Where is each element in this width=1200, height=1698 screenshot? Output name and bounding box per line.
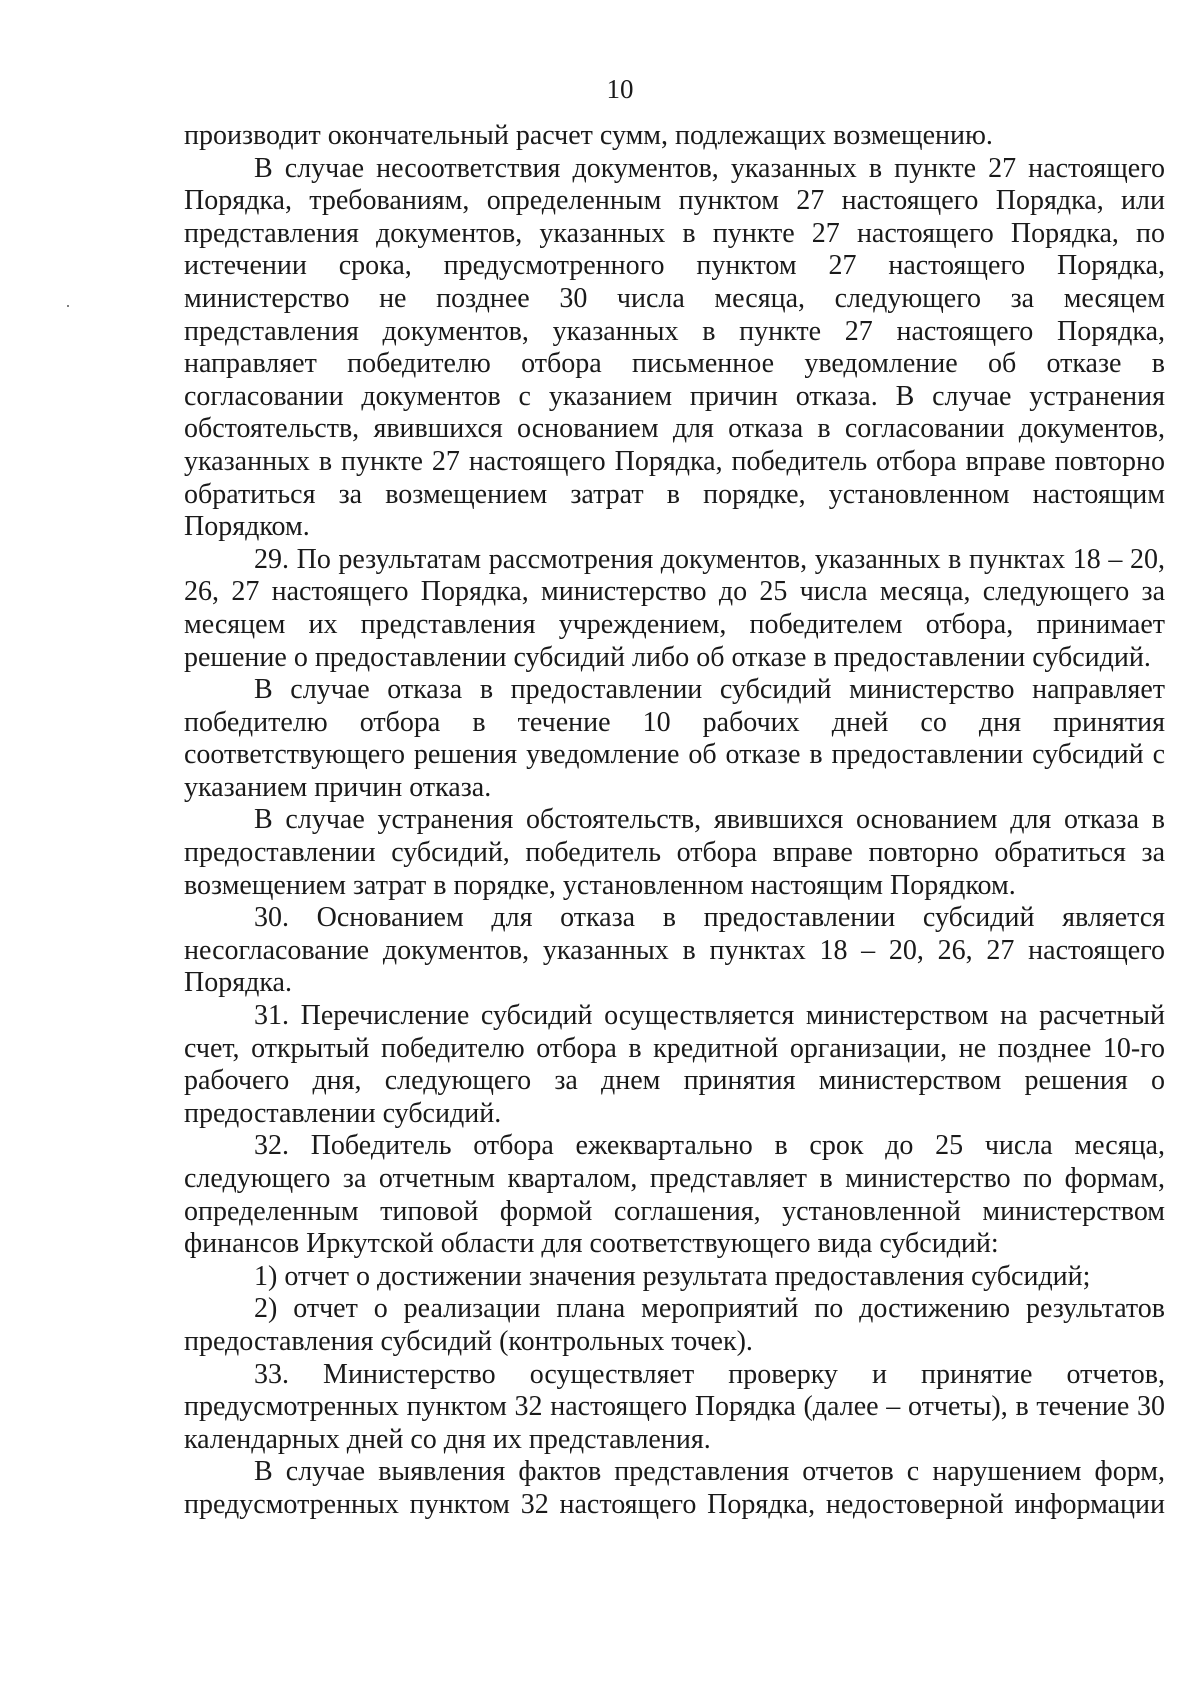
paragraph: 31. Перечисление субсидий осуществляется министерством на расчетный счет, открытый победителю отбора в кредитной организации, не позднее 10-го рабочего дня, следующего за днем принятия министерством решения о предоставлении субсидий.: [184, 1000, 1165, 1129]
paragraph: В случае несоответствия документов, указанных в пункте 27 настоящего Порядка, требованиям, определенным пунктом 27 настоящего Порядка, или представления документов, указанных в пункте 27 настоящего Порядка, по истечении срока, предусмотренного пунктом 27 настоящего Порядка, министерство не позднее 30 числа месяца, следующего за месяцем представления документов, указанных в пункте 27 настоящего Порядка, направляет победителю отбора письменное уведомление об отказе в согласовании документов с указанием причин отказа. В случае устранения обстоятельств, явившихся основанием для отказа в согласовании документов, указанных в пункте 27 настоящего Порядка, победитель отбора вправе повторно обратиться за возмещением затрат в порядке, установленном настоящим Порядком.: [184, 152, 1165, 543]
paragraph: 29. По результатам рассмотрения документов, указанных в пунктах 18 – 20, 26, 27 настоящего Порядка, министерство до 25 числа месяца, следующего за месяцем их представления учреждением, победителем отбора, принимает решение о предоставлении субсидий либо об отказе в предоставлении субсидий.: [184, 543, 1165, 673]
paragraph: 33. Министерство осуществляет проверку и принятие отчетов, предусмотренных пунктом 32 настоящего Порядка (далее – отчеты), в течение 30 календарных дней со дня их представления.: [184, 1358, 1165, 1455]
paragraph: 30. Основанием для отказа в предоставлении субсидий является несогласование документов, указанных в пунктах 18 – 20, 26, 27 настоящего Порядка.: [184, 902, 1165, 999]
scan-speck: [67, 305, 69, 307]
paragraph: 1) отчет о достижении значения результата предоставления субсидий;: [254, 1260, 1091, 1292]
paragraph: 32. Победитель отбора ежеквартально в срок до 25 числа месяца, следующего за отчетным кварталом, представляет в министерство по формам, определенным типовой формой соглашения, установленной министерством финансов Иркутской области для соответствующего вида субсидий:: [184, 1130, 1165, 1260]
paragraph: 2) отчет о реализации плана мероприятий по достижению результатов предоставления субсидий (контрольных точек).: [184, 1293, 1165, 1357]
paragraph: В случае выявления фактов представления отчетов с нарушением форм, предусмотренных пунктом 32 настоящего Порядка, недостоверной информации: [184, 1456, 1165, 1520]
page-number: 10: [606, 74, 634, 104]
document-body: [184, 120, 1165, 1522]
paragraph: В случае отказа в предоставлении субсидий министерство направляет победителю отбора в течение 10 рабочих дней со дня принятия соответствующего решения уведомление об отказе в предоставлении субсидий с указанием причин отказа.: [184, 674, 1165, 803]
paragraph: производит окончательный расчет сумм, подлежащих возмещению.: [184, 120, 993, 151]
paragraph: В случае устранения обстоятельств, явившихся основанием для отказа в предоставлении субсидий, победитель отбора вправе повторно обратиться за возмещением затрат в порядке, установленном настоящим Порядком.: [184, 804, 1165, 901]
